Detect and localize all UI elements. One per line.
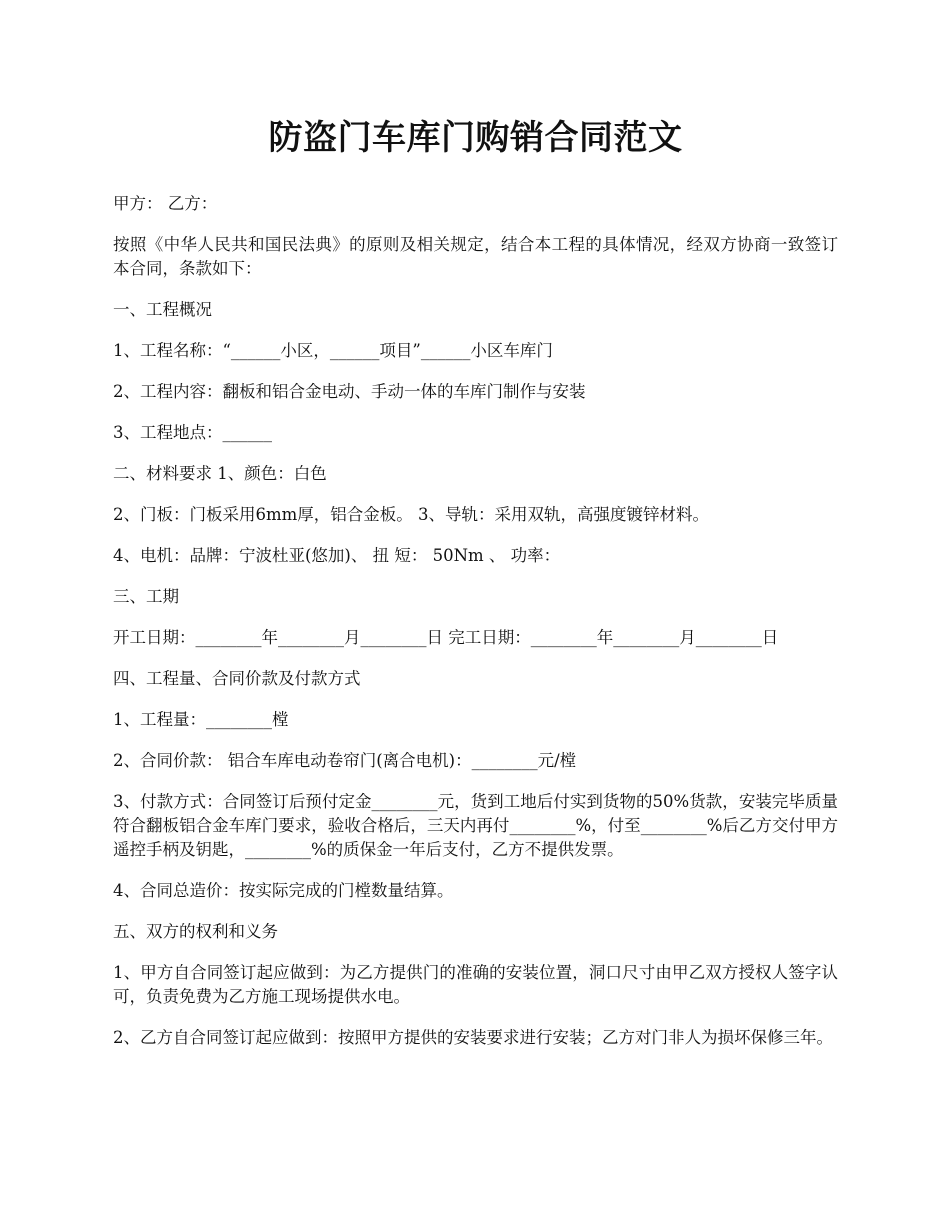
clause-door-panel: 2、门板：门板采用6mm厚，铝合金板。 3、导轨：采用双轨，高强度镀锌材料。	[113, 505, 710, 524]
clause-dates: 开工日期：________年________月________日 完工日期：________年________月________日	[113, 628, 779, 647]
parties-line: 甲方： 乙方：	[113, 194, 218, 213]
preamble-paragraph: 按照《中华人民共和国民法典》的原则及相关规定，结合本工程的具体情况，经双方协商一致签订本合同，条款如下：	[113, 235, 838, 278]
section-heading-overview: 一、工程概况	[113, 300, 212, 319]
clause-payment-method: 3、付款方式：合同签订后预付定金________元，货到工地后付实到货物的50%货款，安装完毕质量符合翻板铝合金车库门要求，验收合格后，三天内再付________%，付至________%后乙方交付甲方遥控手柄及钥匙，________%的质保金一年后支付，乙方不提供发票。	[113, 792, 838, 859]
clause-project-location: 3、工程地点：______	[113, 423, 272, 442]
clause-motor: 4、电机：品牌：宁波杜亚(悠加)、 扭 短： 50Nm 、 功率：	[113, 546, 561, 565]
section-heading-schedule: 三、工期	[113, 587, 179, 606]
clause-party-a-duties: 1、甲方自合同签订起应做到：为乙方提供门的准确的安装位置，洞口尺寸由甲乙双方授权人签字认可，负责免费为乙方施工现场提供水电。	[113, 963, 838, 1006]
document-title: 防盗门车库门购销合同范文	[268, 118, 683, 158]
clause-contract-price: 2、合同价款： 铝合车库电动卷帘门(离合电机)：________元/樘	[113, 751, 577, 770]
section-heading-rights-duties: 五、双方的权利和义务	[113, 922, 278, 941]
clause-party-b-duties: 2、乙方自合同签订起应做到：按照甲方提供的安装要求进行安装；乙方对门非人为损坏保修三年。	[113, 1028, 833, 1047]
clause-project-name: 1、工程名称：“______小区，______项目”______小区车库门	[113, 341, 553, 360]
clause-total-cost: 4、合同总造价：按实际完成的门樘数量结算。	[113, 881, 454, 900]
clause-project-content: 2、工程内容：翻板和铝合金电动、手动一体的车库门制作与安装	[113, 382, 586, 401]
section-heading-quantity-price: 四、工程量、合同价款及付款方式	[113, 669, 361, 688]
section-heading-materials: 二、材料要求 1、颜色：白色	[113, 464, 327, 483]
clause-quantity: 1、工程量：________樘	[113, 710, 289, 729]
